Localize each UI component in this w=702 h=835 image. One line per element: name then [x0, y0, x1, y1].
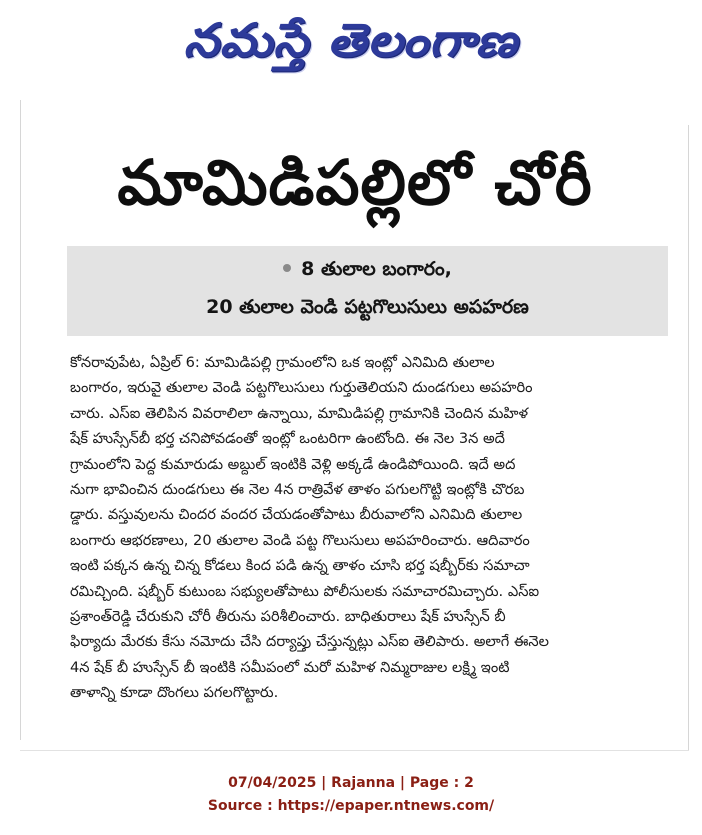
body-line: షేక్ హుస్సేన్‌బీ భర్త చనిపోవడంతో ఇంట్లో ఒంటరిగా ఉంటోంది. ఈ నెల 3న అదే	[70, 430, 505, 448]
body-line: డ్డారు. వస్తువులను చిందర వందర చేయడంతోపాటు బీరువాలోని ఎనిమిది తులాల	[70, 506, 523, 524]
article-body	[70, 350, 672, 706]
body-line: కోనరావుపేట, ఏప్రిల్ 6: మామిడిపల్లి గ్రామంలోని ఒక ఇంట్లో ఎనిమిది తులాల	[70, 354, 495, 371]
body-line: బంగారు ఆభరణాలు, 20 తులాల వెండి పట్ట గొలుసులు అపహరించారు. ఆదివారం	[70, 531, 530, 549]
bullet-icon	[283, 264, 291, 272]
body-line: నుగా భావించిన దుండగులు ఈ నెల 4న రాత్రివేళ తాళం పగులగొట్టి ఇంట్లోకి చొరబ	[70, 481, 525, 499]
body-line: బంగారం, ఇరువై తులాల వెండి పట్టగొలుసులు గుర్తుతెలియని దుండగులు అపహరిం	[70, 379, 533, 397]
body-line: తాళాన్ని కూడా దొంగలు పగలగొట్టారు.	[70, 684, 279, 702]
article-bottom-divider	[20, 750, 689, 751]
body-line: రమిచ్చింది. షబ్బీర్ కుటుంబ సభ్యులతోపాటు పోలీసులకు సమాచారమిచ్చారు. ఎస్ఐ	[70, 582, 540, 600]
summary-box	[67, 246, 668, 336]
column-divider-left	[20, 100, 21, 740]
summary-line	[67, 292, 668, 322]
newspaper-logo: నమస్తే తెలంగాణ	[183, 13, 519, 67]
body-line: ప్రశాంత్‌రెడ్డి చేరుకుని చోరీ తీరును పరిశీలించారు. బాధితురాలు షేక్ హుస్సేన్ బీ	[70, 608, 506, 626]
summary-text: 20 తులాల వెండి పట్టగొలుసులు అపహరణ	[206, 296, 529, 318]
summary-line	[67, 254, 668, 284]
body-line: చారు. ఎస్ఐ తెలిపిన వివరాలిలా ఉన్నాయి, మామిడిపల్లి గ్రామానికి చెందిన మహిళ	[70, 404, 529, 422]
body-line: ఫిర్యాదు మేరకు కేసు నమోదు చేసి దర్యాప్తు చేస్తున్నట్లు ఎస్ఐ తెలిపారు. అలాగే ఈనెల	[70, 633, 549, 651]
summary-text: 8 తులాల బంగారం,	[301, 258, 452, 280]
body-line: ఇంటి పక్కన ఉన్న చిన్న కోడలు కింద పడి ఉన్న తాళం చూసి భర్త షబ్బీర్‌కు సమాచా	[70, 557, 530, 575]
footer-source: Source : https://epaper.ntnews.com/	[207, 798, 495, 814]
footer-date-edition: 07/04/2025 | Rajanna | Page : 2	[228, 775, 474, 791]
body-line: గ్రామంలోని పెద్ద కుమారుడు అబ్దుల్ ఇంటికి వెళ్లి అక్కడే ఉండిపోయింది. ఇదే అద	[70, 455, 516, 473]
column-divider-right	[688, 125, 689, 750]
article-headline: మామిడిపల్లిలో చోరీ	[117, 146, 593, 219]
masthead	[0, 4, 702, 76]
body-line: 4న షేక్ బీ హుస్సేన్ బీ ఇంటికి సమీపంలో మరో మహిళ నిమ్మరాజుల లక్ష్మి ఇంటి	[70, 658, 510, 676]
